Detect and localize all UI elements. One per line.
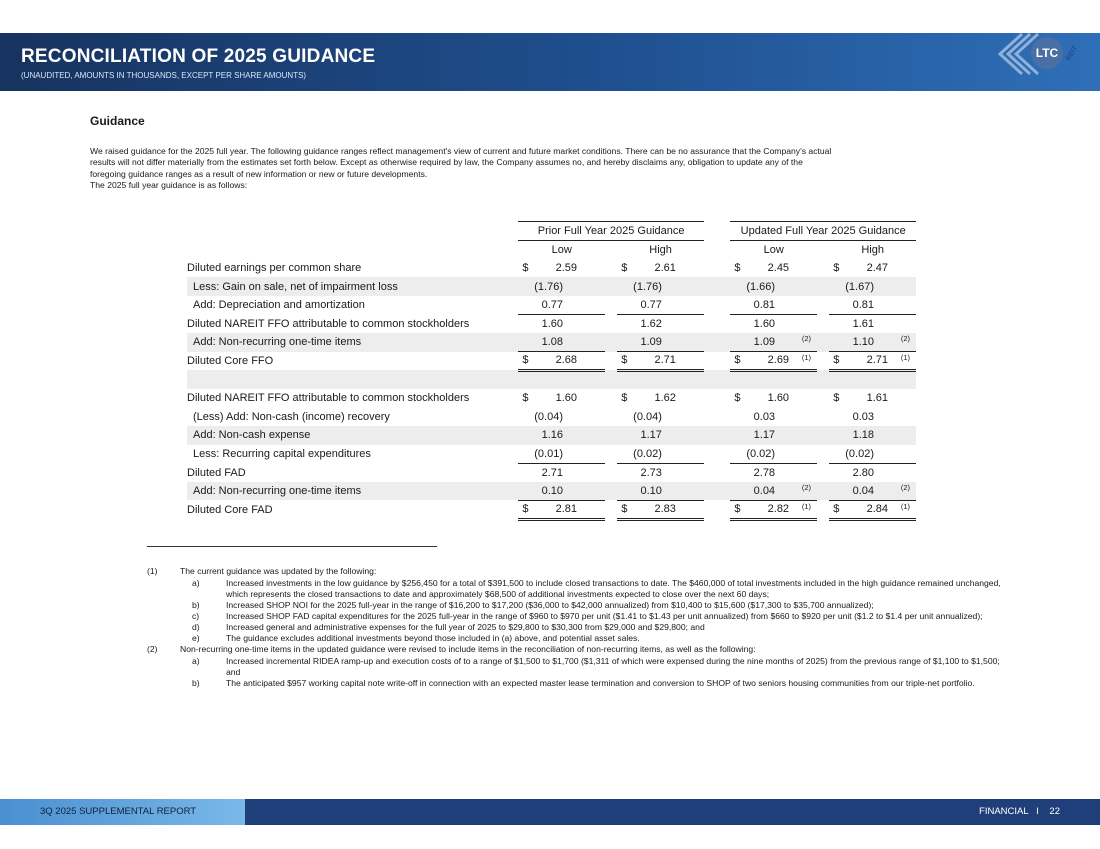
table-row (187, 352, 916, 371)
row-label: Diluted Core FAD (187, 503, 273, 516)
value-cell (617, 277, 704, 296)
value-cell (829, 426, 916, 445)
value-cell (617, 352, 704, 371)
value: (0.02) (845, 447, 874, 460)
section-title: Guidance (90, 114, 145, 128)
value: 1.09 (640, 336, 662, 349)
dollar-sign: $ (734, 503, 741, 516)
table-row (187, 314, 916, 333)
table-row (187, 407, 916, 426)
group-header-prior: Prior Full Year 2025 Guidance (518, 222, 704, 241)
value: 2.83 (654, 503, 676, 516)
value-cell (730, 259, 817, 278)
value: 1.17 (753, 429, 776, 442)
page-number: 22 (1049, 806, 1060, 817)
page-info (979, 806, 1060, 817)
footnote-item (192, 622, 1007, 633)
value-cell (518, 500, 605, 519)
footnote-text: The current guidance was updated by the following: (180, 566, 377, 576)
footnote-item (192, 633, 1007, 644)
footnote-ref: (2) (801, 482, 812, 492)
value: 1.61 (866, 392, 888, 405)
footnote-1 (147, 566, 1007, 577)
footnote-item-letter: a) (192, 656, 200, 666)
value-cell (730, 407, 817, 426)
footnote-marker: (2) (147, 644, 158, 654)
value-cell (730, 445, 817, 464)
dollar-sign: $ (734, 354, 741, 367)
value-cell (829, 352, 916, 371)
row-label: Diluted NAREIT FFO attributable to common stockholders (187, 317, 470, 330)
value: 2.71 (654, 354, 676, 367)
table-row (187, 482, 916, 501)
footnote-ref: (2) (900, 334, 910, 344)
col-header-low: Low (730, 240, 817, 259)
footnote-item-letter: c) (192, 611, 200, 621)
value: 2.47 (866, 261, 888, 274)
value: (0.04) (633, 410, 662, 423)
value: 1.61 (852, 318, 874, 331)
footnote-divider (147, 546, 437, 547)
value: 1.60 (555, 392, 578, 405)
dollar-sign: $ (833, 354, 840, 367)
page-header (0, 33, 1100, 91)
value-cell (518, 463, 605, 482)
value: 0.04 (852, 484, 874, 497)
value: 0.10 (640, 484, 662, 497)
value-cell (829, 333, 916, 352)
section-name: FINANCIAL (979, 806, 1029, 817)
value: 0.10 (541, 484, 564, 497)
col-header-high: High (617, 240, 704, 259)
value-cell (829, 277, 916, 296)
footnote-item-text: Increased SHOP NOI for the 2025 full-year in the range of $16,200 to $17,200 ($36,000 to $42,000 annualized) from $10,400 to $15,600 ($17,300 to $35,700 annualized); (226, 600, 874, 610)
value-cell (617, 482, 704, 501)
dollar-sign: $ (522, 503, 529, 516)
value: 0.77 (640, 298, 662, 311)
value-cell (518, 296, 605, 315)
row-label: Diluted NAREIT FFO attributable to common stockholders (187, 392, 470, 405)
value-cell (829, 389, 916, 408)
value: 1.62 (654, 392, 676, 405)
value: 2.81 (555, 503, 578, 516)
value: (1.76) (534, 280, 564, 293)
footnote-item-text: Increased investments in the low guidance by $256,450 for a total of $391,500 to include closed transactions to date. The $460,000 of total investments included in the high guidance remained unchanged, which represents the closed transactions to date and approximately $68,500 of additional investments expected to close over the next 60 days; (226, 578, 1001, 599)
table-row (187, 296, 916, 315)
value-cell (829, 296, 916, 315)
footnote-item (192, 600, 1007, 611)
value-cell (518, 445, 605, 464)
value: (1.66) (746, 280, 776, 293)
col-header-low: Low (518, 240, 605, 259)
value: 0.81 (753, 298, 776, 311)
dollar-sign: $ (734, 261, 741, 274)
footnote-item-letter: e) (192, 633, 200, 643)
value-cell (518, 277, 605, 296)
value: 2.78 (753, 466, 776, 479)
value: 2.69 (767, 354, 790, 367)
footnote-marker: (1) (147, 566, 158, 576)
value: 0.03 (852, 410, 874, 423)
value: 1.60 (541, 318, 564, 331)
row-label: Less: Gain on sale, net of impairment loss (187, 277, 506, 296)
row-label: (Less) Add: Non-cash (income) recovery (193, 410, 390, 423)
value: 1.18 (852, 429, 874, 442)
value-cell (617, 426, 704, 445)
value: 1.08 (541, 336, 564, 349)
dollar-sign: $ (734, 392, 741, 405)
footnote-item-letter: b) (192, 678, 200, 688)
logo-mark: LTC (1031, 37, 1063, 69)
value-cell (518, 333, 605, 352)
footnote-item (192, 656, 1007, 678)
value-cell (730, 352, 817, 371)
value-cell (730, 333, 817, 352)
footnote-ref: (1) (801, 353, 812, 363)
table-row (187, 259, 916, 278)
value: 2.59 (555, 261, 578, 274)
row-label: Diluted earnings per common share (187, 261, 362, 274)
value: 0.03 (753, 410, 776, 423)
table-row (187, 445, 916, 464)
footer-separator: I (1036, 806, 1039, 817)
row-label: Add: Non-recurring one-time items (187, 333, 506, 352)
value: 2.71 (866, 354, 888, 367)
value: 2.68 (555, 354, 578, 367)
company-logo (992, 30, 1100, 94)
page-footer (0, 799, 1100, 825)
value-cell (730, 482, 817, 501)
value-cell (829, 259, 916, 278)
value: 2.61 (654, 261, 676, 274)
dollar-sign: $ (522, 392, 529, 405)
table-row (187, 463, 916, 482)
value: 1.60 (767, 392, 790, 405)
value-cell (730, 296, 817, 315)
dollar-sign: $ (621, 392, 628, 405)
value-cell (829, 463, 916, 482)
footnote-ref: (1) (801, 501, 812, 511)
spacer-row (187, 370, 916, 389)
dollar-sign: $ (833, 261, 840, 274)
value: (1.67) (845, 280, 874, 293)
value: 1.10 (852, 336, 874, 349)
value: 2.82 (767, 503, 790, 516)
row-label: Diluted FAD (187, 466, 246, 479)
intro-line: results will not differ materially from the estimates set forth below. Except as otherwise required by law, the Company assumes no, and hereby disclaims any, obligation to update any of the (90, 157, 803, 168)
footnote-item-letter: a) (192, 578, 200, 588)
value: 1.62 (640, 318, 662, 331)
col-header-high: High (829, 240, 916, 259)
value: 1.09 (753, 336, 776, 349)
footnote-item-text: The guidance excludes additional investments beyond those included in (a) above, and potential asset sales. (226, 633, 640, 643)
value: 0.04 (753, 484, 776, 497)
dollar-sign: $ (621, 261, 628, 274)
value-cell (518, 389, 605, 408)
value-cell (617, 463, 704, 482)
intro-line: foregoing guidance ranges as a result of new information or new or future developments. (90, 168, 428, 179)
value-cell (730, 463, 817, 482)
value-cell (518, 426, 605, 445)
value-cell (617, 389, 704, 408)
footnote-item-letter: b) (192, 600, 200, 610)
value: 0.77 (541, 298, 564, 311)
value: (1.76) (633, 280, 662, 293)
value-cell (617, 259, 704, 278)
value: (0.02) (746, 447, 776, 460)
footnote-item (192, 678, 1007, 689)
dollar-sign: $ (621, 354, 628, 367)
footnote-2 (147, 644, 1007, 655)
value: 2.71 (541, 466, 564, 479)
value-cell (617, 333, 704, 352)
dollar-sign: $ (833, 503, 840, 516)
dollar-sign: $ (522, 354, 529, 367)
row-label: Add: Non-cash expense (187, 426, 506, 445)
dollar-sign: $ (522, 261, 529, 274)
value-cell (617, 314, 704, 333)
value-cell (730, 426, 817, 445)
value-cell (829, 407, 916, 426)
value: 2.73 (640, 466, 662, 479)
table-row (187, 333, 916, 352)
footnote-item-text: Increased general and administrative expenses for the full year of 2025 to $29,800 to $30,300 from $29,000 and $29,800; and (226, 622, 705, 632)
value-cell (518, 482, 605, 501)
footnote-ref: (2) (801, 334, 812, 344)
group-header-updated: Updated Full Year 2025 Guidance (730, 222, 916, 241)
value: 1.17 (640, 429, 662, 442)
report-name: 3Q 2025 SUPPLEMENTAL REPORT (40, 806, 197, 817)
footnote-ref: (1) (900, 353, 910, 363)
value: 1.16 (541, 429, 564, 442)
guidance-table (187, 221, 916, 521)
intro-line: We raised guidance for the 2025 full year. The following guidance ranges reflect management's view of current and future market conditions. There can be no assurance that the Company's actual (90, 146, 832, 156)
value-cell (518, 352, 605, 371)
value: 2.45 (767, 261, 790, 274)
value-cell (829, 500, 916, 519)
value-cell (617, 445, 704, 464)
row-label: Add: Non-recurring one-time items (187, 482, 506, 501)
row-label: Less: Recurring capital expenditures (193, 447, 371, 460)
value-cell (617, 296, 704, 315)
page-subtitle: (UNAUDITED, AMOUNTS IN THOUSANDS, EXCEPT PER SHARE AMOUNTS) (21, 71, 307, 80)
footnote-text: Non-recurring one-time items in the updated guidance were revised to include items in the reconciliation of non-recurring items, as well as the following: (180, 644, 756, 654)
value: (0.04) (534, 410, 564, 423)
footnote-item-text: Increased SHOP FAD capital expenditures for the 2025 full-year in the range of $960 to $970 per unit ($1.41 to $1.43 per unit annualized) from $660 to $920 per unit ($1.2 to $1.4 per unit annualized); (226, 611, 983, 621)
value-cell (829, 445, 916, 464)
logo-reit-text: REIT (1064, 44, 1079, 63)
footnote-ref: (2) (900, 482, 910, 492)
dollar-sign: $ (833, 392, 840, 405)
value-cell (730, 389, 817, 408)
footnotes (147, 566, 1007, 689)
value-cell (617, 407, 704, 426)
value: (0.02) (633, 447, 662, 460)
value: (0.01) (534, 447, 564, 460)
footnote-ref: (1) (900, 501, 910, 511)
footnote-item-letter: d) (192, 622, 200, 632)
value-cell (518, 407, 605, 426)
value-cell (617, 500, 704, 519)
footnote-item-text: Increased incremental RIDEA ramp-up and execution costs of to a range of $1,500 to $1,700 ($1,311 of which were expensed during the nine months of 2025) from the previous range of $1,100 to $1,500; and (226, 656, 1000, 677)
value-cell (518, 314, 605, 333)
table-row (187, 277, 916, 296)
value: 2.80 (852, 466, 874, 479)
intro-line: The 2025 full year guidance is as follows: (90, 179, 248, 190)
value-cell (829, 482, 916, 501)
table-row (187, 389, 916, 408)
row-label: Diluted Core FFO (187, 354, 274, 367)
table-row (187, 500, 916, 519)
value: 1.60 (753, 318, 776, 331)
intro-paragraph (90, 146, 1010, 191)
footnote-item-text: The anticipated $957 working capital note write-off in connection with an expected master lease termination and conversion to SHOP of two seniors housing communities from our triple-net portfolio. (226, 678, 975, 688)
value-cell (518, 259, 605, 278)
value-cell (829, 314, 916, 333)
page-title: RECONCILIATION OF 2025 GUIDANCE (21, 46, 376, 67)
value: 2.84 (866, 503, 888, 516)
footnote-item (192, 578, 1007, 600)
footnote-item (192, 611, 1007, 622)
value-cell (730, 277, 817, 296)
row-label: Add: Depreciation and amortization (193, 299, 365, 312)
value-cell (730, 500, 817, 519)
value-cell (730, 314, 817, 333)
table-row (187, 426, 916, 445)
dollar-sign: $ (621, 503, 628, 516)
value: 0.81 (852, 298, 874, 311)
